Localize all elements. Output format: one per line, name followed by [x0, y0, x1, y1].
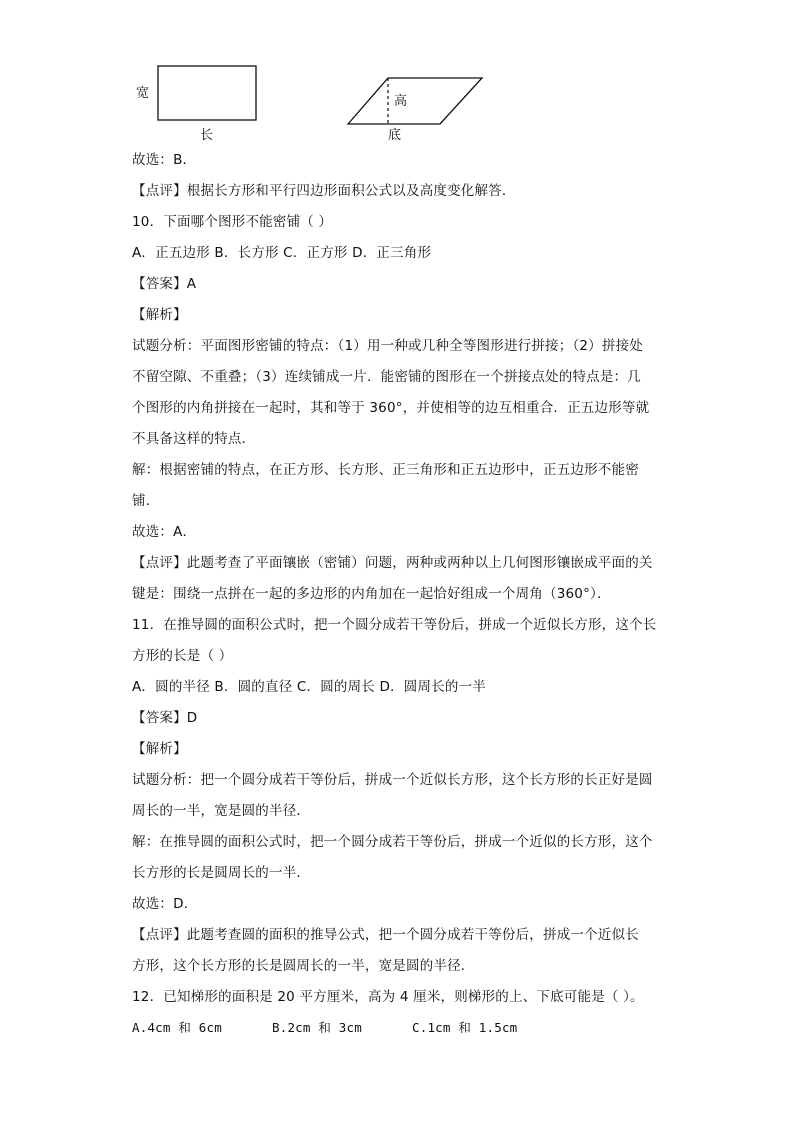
- para-base-label: 底: [388, 128, 402, 143]
- solution-text: 解：在推导圆的面积公式时，把一个圆分成若干等份后，拼成一个近似的长方形，这个: [132, 834, 653, 850]
- analysis-text: 周长的一半，宽是圆的半径．: [132, 803, 311, 819]
- question-11: 方形的长是（ ）: [132, 648, 233, 664]
- analysis-text: 个图形的内角拼接在一起时，其和等于 360°，并使相等的边互相重合．正五边形等就: [132, 400, 650, 416]
- para-height-label: 高: [394, 94, 408, 109]
- question-12-options: [132, 1018, 517, 1038]
- comment-line: 键是：围绕一点拼在一起的多边形的内角加在一起恰好组成一个周角（360°）．: [132, 586, 611, 602]
- analysis-text: 不留空隙、不重叠；（3）连续铺成一片．能密铺的图形在一个拼接点处的特点是：几: [132, 369, 641, 385]
- question-12: 12．已知梯形的面积是 20 平方厘米，高为 4 厘米，则梯形的上、下底可能是（ ）。: [132, 989, 644, 1005]
- comment-line: 【点评】根据长方形和平行四边形面积公式以及高度变化解答．: [132, 183, 516, 199]
- solution-text: 长方形的长是圆周长的一半．: [132, 865, 311, 881]
- question-11: 11．在推导圆的面积公式时，把一个圆分成若干等份后，拼成一个近似长方形，这个长: [132, 617, 657, 633]
- geometry-figure: [130, 58, 500, 146]
- rectangle-parallelogram-diagram: [130, 58, 500, 146]
- answer-choice-line: 故选：D．: [132, 896, 198, 912]
- question-10-options: A．正五边形 B．长方形 C．正方形 D．正三角形: [132, 245, 432, 261]
- solution-text: 解：根据密铺的特点，在正方形、长方形、正三角形和正五边形中，正五边形不能密: [132, 462, 639, 478]
- question-10: 10．下面哪个图形不能密铺（ ）: [132, 214, 333, 230]
- option-c: C.1cm 和 1.5cm: [412, 1020, 518, 1035]
- rect-length-label: 长: [200, 128, 214, 143]
- comment-line: 方形，这个长方形的长是圆周长的一半，宽是圆的半径．: [132, 958, 475, 974]
- question-11-options: A．圆的半径 B．圆的直径 C．圆的周长 D．圆周长的一半: [132, 679, 486, 695]
- comment-line: 【点评】此题考查圆的面积的推导公式，把一个圆分成若干等份后，拼成一个近似长: [132, 927, 639, 943]
- answer-label: 【答案】D: [132, 710, 198, 726]
- analysis-text: 不具备这样的特点．: [132, 431, 256, 447]
- analysis-label: 【解析】: [132, 307, 187, 323]
- option-a: A.4cm 和 6cm: [132, 1020, 222, 1035]
- option-b: B.2cm 和 3cm: [272, 1020, 362, 1035]
- rectangle-shape: [158, 66, 256, 120]
- solution-text: 铺．: [132, 493, 160, 509]
- analysis-text: 试题分析：平面图形密铺的特点：（1）用一种或几种全等图形进行拼接；（2）拼接处: [132, 338, 643, 354]
- answer-label: 【答案】A: [132, 276, 197, 292]
- comment-line: 【点评】此题考查了平面镶嵌（密铺）问题，两种或两种以上几何图形镶嵌成平面的关: [132, 555, 653, 571]
- rect-width-label: 宽: [136, 86, 150, 101]
- analysis-text: 试题分析：把一个圆分成若干等份后，拼成一个近似长方形，这个长方形的长正好是圆: [132, 772, 653, 788]
- answer-choice-line: 故选：B．: [132, 152, 197, 168]
- analysis-label: 【解析】: [132, 741, 187, 757]
- parallelogram-shape: [348, 78, 482, 124]
- answer-choice-line: 故选：A．: [132, 524, 197, 540]
